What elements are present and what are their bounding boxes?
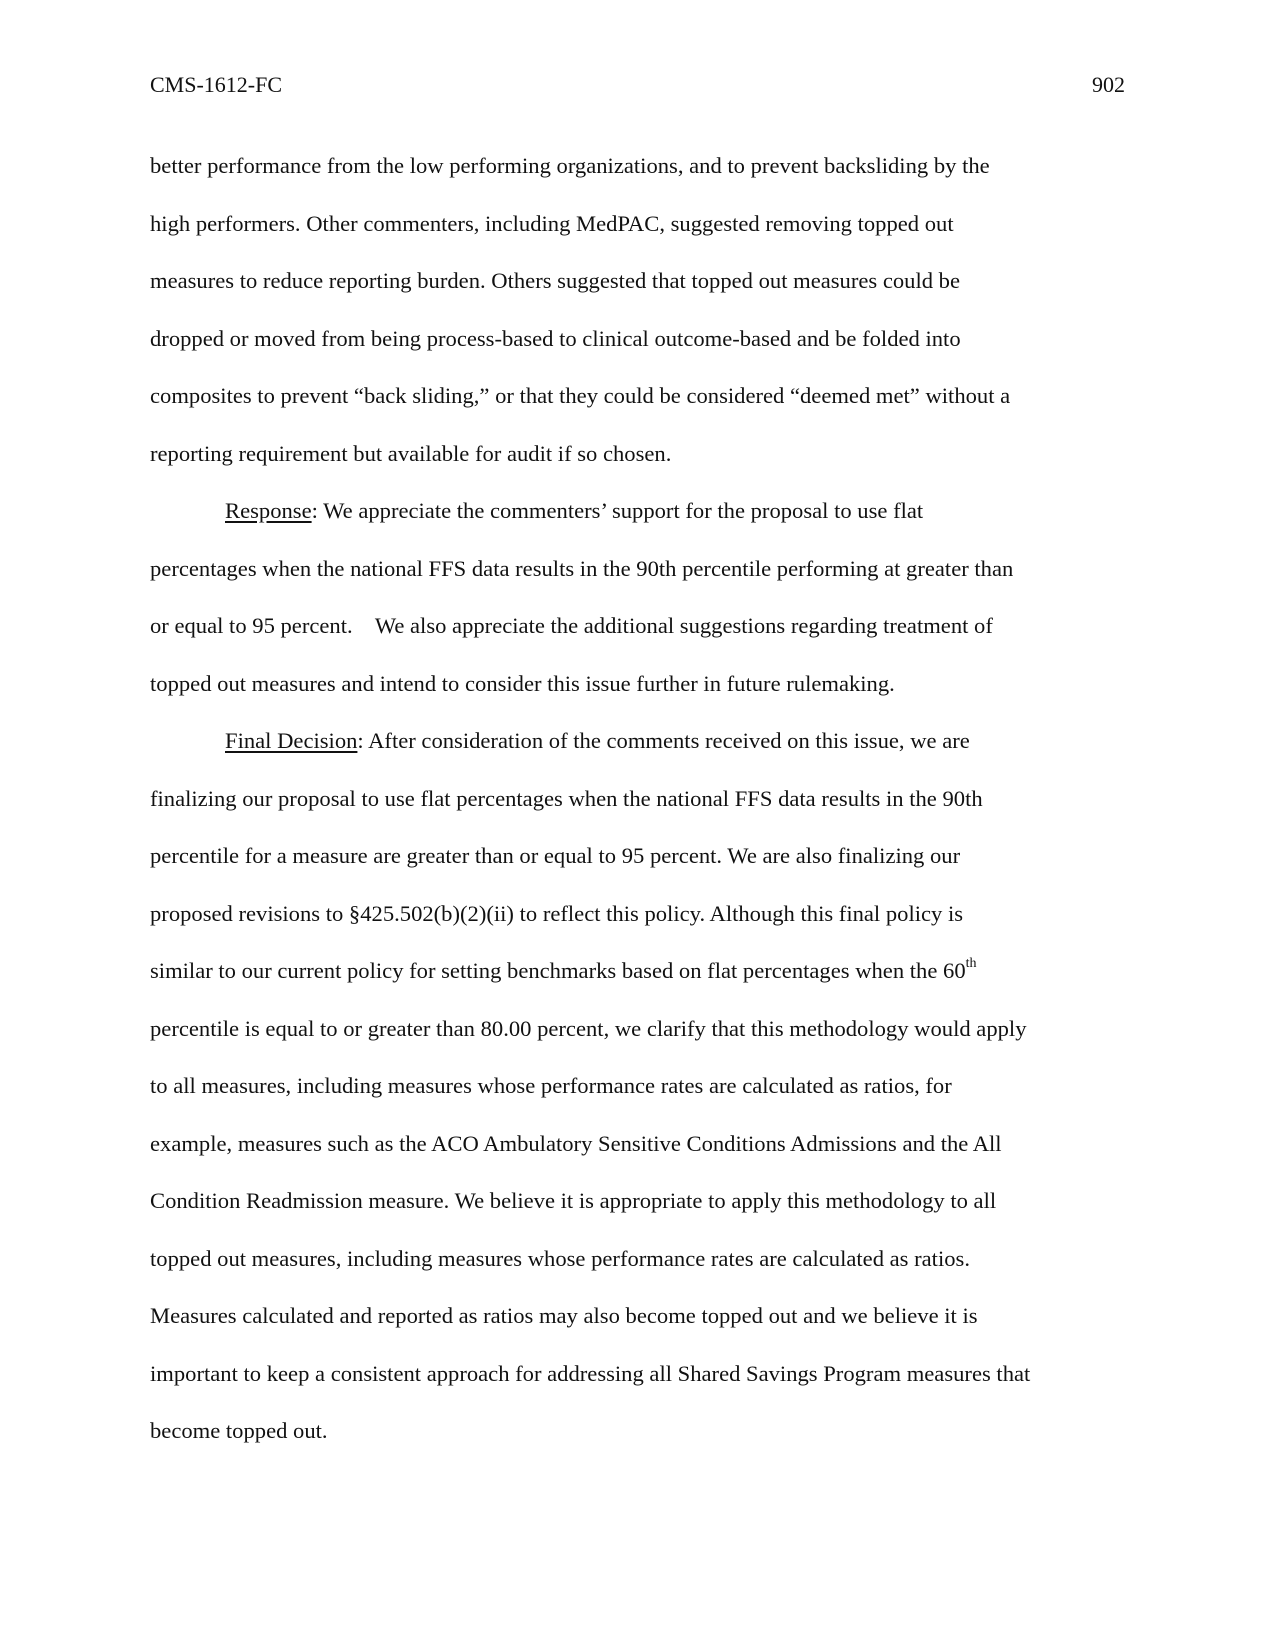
text-line: percentages when the national FFS data results in the 90th percentile performing at greater than	[150, 555, 1014, 581]
page-header	[150, 70, 1125, 100]
text-line-with-superscript	[150, 942, 1125, 1000]
ordinal-superscript: th	[965, 956, 977, 972]
response-label: Response	[225, 498, 312, 523]
line-text: similar to our current policy for setting benchmarks based on flat percentages when the 60	[150, 958, 966, 983]
text-line: become topped out.	[150, 1418, 328, 1443]
page-number: 902	[1092, 72, 1125, 97]
text-line: finalizing our proposal to use flat percentages when the national FFS data results in the 90th	[150, 785, 983, 811]
text-line: Condition Readmission measure. We believe it is appropriate to apply this methodology to all	[150, 1188, 997, 1213]
text-line: composites to prevent “back sliding,” or that they could be considered “deemed met” without a	[150, 383, 1011, 408]
final-decision-first-line	[150, 712, 1125, 770]
text-line: example, measures such as the ACO Ambulatory Sensitive Conditions Admissions and the All	[150, 1130, 1002, 1156]
text-line: Measures calculated and reported as ratios may also become topped out and we believe it is	[150, 1303, 978, 1328]
final-decision-label: Final Decision	[225, 728, 358, 753]
text-line: high performers. Other commenters, including MedPAC, suggested removing topped out	[150, 210, 954, 236]
text-line: reporting requirement but available for audit if so chosen.	[150, 440, 672, 466]
document-id: CMS-1612-FC	[150, 72, 283, 97]
final-decision-first-line-text: : After consideration of the comments received on this issue, we are	[357, 728, 970, 753]
text-line: proposed revisions to §425.502(b)(2)(ii) to reflect this policy. Although this final policy is	[150, 900, 964, 926]
text-line: measures to reduce reporting burden. Others suggested that topped out measures could be	[150, 268, 960, 293]
text-line: percentile is equal to or greater than 80.00 percent, we clarify that this methodology would apply	[150, 1015, 1027, 1041]
text-line: important to keep a consistent approach for addressing all Shared Savings Program measures that	[150, 1360, 1031, 1386]
text-line: better performance from the low performing organizations, and to prevent backsliding by the	[150, 153, 990, 178]
body-text	[150, 137, 1125, 1460]
text-line: dropped or moved from being process-based to clinical outcome-based and be folded into	[150, 325, 961, 351]
text-line: topped out measures and intend to consider this issue further in future rulemaking.	[150, 670, 895, 696]
text-line: or equal to 95 percent. We also appreciate the additional suggestions regarding treatment of	[150, 613, 993, 638]
response-first-line	[150, 482, 1125, 540]
text-line: to all measures, including measures whose performance rates are calculated as ratios, for	[150, 1073, 952, 1098]
text-line: topped out measures, including measures whose performance rates are calculated as ratios.	[150, 1245, 970, 1271]
text-line: percentile for a measure are greater than or equal to 95 percent. We are also finalizing our	[150, 843, 961, 868]
response-first-line-text: : We appreciate the commenters’ support for the proposal to use flat	[311, 498, 924, 523]
